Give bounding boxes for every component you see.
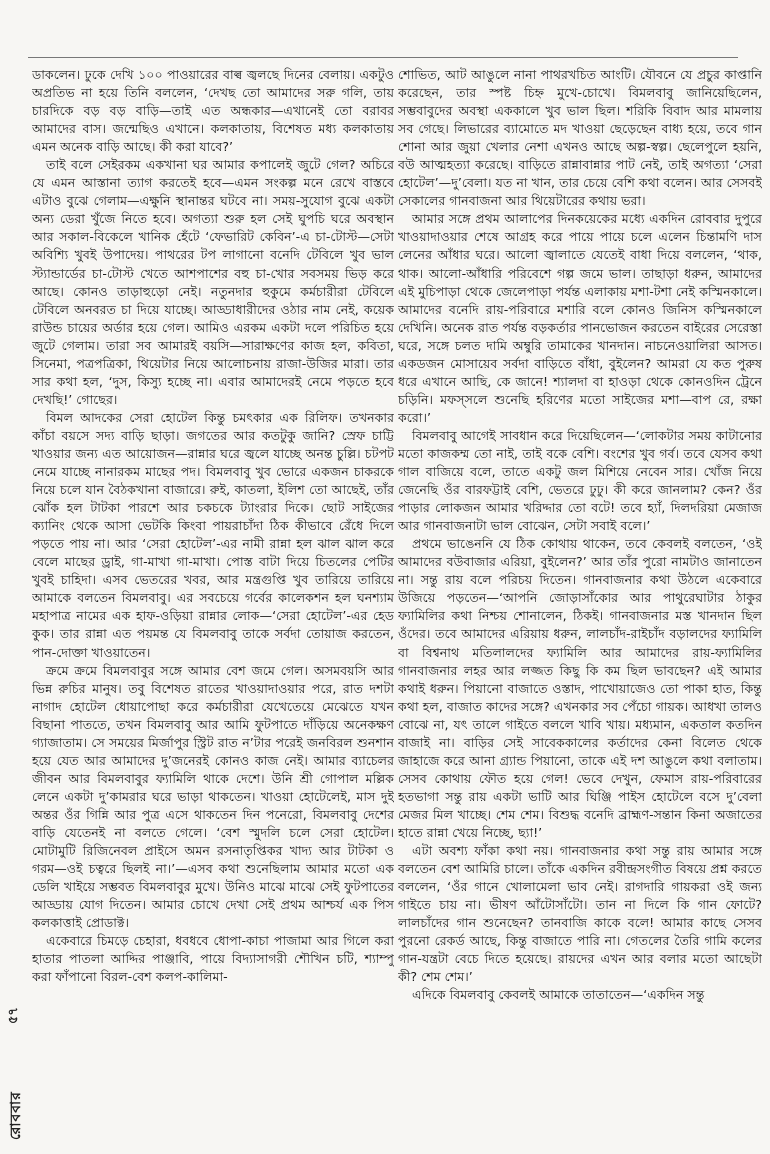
paragraph: বিমল আদকের সেরা হোটেল কিন্তু চমৎকার এক রিলিফ। তখনকার কাঁচা বয়সে সদ্য বাড়ি ছাড়া। জগতের আর কতটুকু জানি? স্রেফ চাট্টি খাওয়ার জন্য এত আয়োজন—রান্নার ঘরে জ্বলে যাচ্ছে অনন্ত চুল্লি। চটপট নেমে যাচ্ছে নানারকম মাছের পদ। বিমলবাবু খুব ভোরে একজন চাকরকে নিয়ে চলে যান বৈঠকখানা বাজারে। রুই, কাতলা, ইলিশ তো আছেই, তাঁর ঝোঁক হল টাটকা পারশে আর চকচকে ট্যাংরার দিকে। ছোট সাইজের ক্যানিং থেকে আসা ভেটকি কিংবা পায়রাচাঁদা ঠিক কীভাবে রেঁধে দিলে পড়তে পায় না। আর ‘সেরা হোটেল’-এর নামী রান্না হল ঝাল ঝাল করে বেলে মাছের ড্রাই, গা-মাখা গা-মাখা। পোস্ত বাটা দিয়ে চিতলের পেটির খুবই চাহিদা। এসব ভেতরের খবর, আর মন্ত্রগুপ্তি খুব তারিয়ে তারিয়ে আমাকে বলতেন বিমলবাবু। এর সবচেয়ে গর্বের কালেকশন হল ঘনশ্যাম মহাপাত্র নামের এক হাফ-ওড়িয়া রান্নার লোক—‘সেরা হোটেল’-এর হেড কুক। তার রান্না এত পয়মন্ত যে বিমলবাবু তাকে সর্বদা তোয়াজ করতেন, পান-দোক্তা খাওয়াতেন। — [32, 409, 394, 660]
paragraph: প্রথমে ভাঙেননি যে ঠিক কোথায় থাকেন, তবে কেবলই বলতেন, ‘ওই আমাদের বউবাজার এরিয়া, বুইলেন?’ আর তাঁর পুরো নামটাও জানাতেন না। সন্তু রায় বলে পরিচয় দিতেন। গানবাজনার কথা উঠলে একেবারে উজিয়ে পড়তেন—‘আপনি জোড়াসাঁকোর আর পাথুরেঘাটার ঠাকুর ফ্যামিলির কথা নিশ্চয় শোনালেন, ঠিকই। গানবাজনার মস্ত খানদান ছিল ওঁদের। তবে আমাদের এরিয়ায় ধরুন, লালচাঁদ-রাইচাঁদ বড়ালদের ফ্যামিলি বা বিশ্বনাথ মতিলালদের ফ্যামিলি আর আমাদের রায়-ফ্যামিলির গানবাজনার লহর আর লজ্জত কিছু কি কম ছিল ভাবছেন? এই আমার কথাই ধরুন। পিয়ানো বাজাতে ওস্তাদ, পাখোয়াজেও তো পাকা হাত, কিন্তু কথা হল, বাজাত কাদের সঙ্গে? এখনকার সব পেঁচো গায়ক। আধখা তালও বোঝে না, যৎ তালে গাইতে বললে খাবি খায়। মধ্যমান, একতাল কতদিন বাজাই না। বাড়ির সেই সাবেককালের কর্তাদের কেনা বিলেত থেকে জাহাজে করে আনা গ্র্যান্ড পিয়ানো, তাকে এই দশ আঙুলে কথা বলাতাম। সেসব কোথায় ফৌত হয়ে গেল! ভেবে দেখুন, ফেমাস রায়-পরিবারের হতভাগা সন্তু রায় একটা ভাটি আর ঘিঞ্জি পাইস হোটেলে বসে দু’বেলা মেজর মিল খাচ্ছে। শেম শেম। বিশুদ্ধ বনেদি ব্রাহ্মণ-সন্তান কিনা অজাতের হাতে রান্না খেয়ে নিচ্ছে, ছ্যা!’ — [398, 536, 762, 840]
page-number: ৫৭ — [6, 1007, 21, 1024]
left-column — [32, 66, 394, 1096]
right-column — [398, 66, 762, 1096]
top-rule — [28, 57, 738, 58]
magazine-name: রোববার — [8, 1091, 24, 1140]
paragraph: আমার সঙ্গে প্রথম আলাপের দিনকয়েকের মধ্যে একদিন রোববার দুপুরে খাওয়াদাওয়ার শেষে আগ্রহ করে পায়ে পায়ে চলে এলেন চিন্তামণি দাস লেনের আঁধার ঘরে। আলো জ্বালাতে যেতেই বাধা দিয়ে বললেন, ‘থাক, থাক। আলো-আঁধারি পরিবেশে গল্প জমে ভাল। তাছাড়া ধরুন, আমাদের এই মুচিপাড়া থেকে জেলেপাড়া পর্যন্ত এলাকায় মশা-টশা নেই কস্মিনকালে। আমাদের বনেদি রায়-পরিবারে মশারি বলে কোনও জিনিস কস্মিনকালে দেখিনি। অনেক রাত পর্যন্ত বড়কর্তার পানভোজন করতেন বাইরের সেরেস্তা ঘরে, সঙ্গে চলত দামি অম্বুরি তামাকের খানদান। নাচনেওয়ালিরা আসত। একডজন মোসায়েব সর্বদা বাড়িতে বাঁধা, বুইলেন? আমরা যে কত পুরুষ ধরে এখানে আছি, কে জানে! শ্যালদা বা হাওড়া থেকে কোনওদিন ট্রেনে চড়িনি। মফস্সলে শুনেছি হরিণের মতো সাইজের মশা—বাপ রে, রক্ষা করো।’ — [398, 211, 762, 425]
paragraph: একেবারে চিমড়ে চেহারা, ধবধবে ধোপা-কাচা পাজামা আর গিলে করা হাতার পাতলা আদ্দির পাঞ্জাবি, পায়ে বিদ্যাসাগরী শৌখিন চটি, শ্যাম্পু করা ফাঁপানো বিরল-বেশ কলপ-কালিমা- — [32, 933, 394, 985]
paragraph: ডাকলেন। ঢুকে দেখি ১০০ পাওয়ারের বাল্ব জ্বলছে দিনের বেলায়। একটুও অপ্রতিভ না হয়ে তিনি বললেন, ‘দেখছ তো আমাদের সরু গলি, তায় চারদিকে বড় বড় বাড়ি—তাই এত অন্ধকার—এখানেই তো বরাবর আমাদের বাস। জন্মেছিও এখানে। কলকাতায়, বিশেষত মধ্য কলকাতায় এমন অনেক বাড়ি আছে। কী করা যাবে?’ — [32, 67, 394, 155]
side-label — [2, 1000, 24, 1150]
paragraph: তাই বলে সেইরকম একখানা ঘর আমার কপালেই জুটে গেল? অচিরে যে এমন আস্তানা ত্যাগ করতেই হবে—এমন সংকল্প মনে রেখে বাস্তবে এটাও বুঝে গেলাম—এক্ষুনি স্থানান্তর ঘটবে না। সময়-সুযোগ বুঝে একটা অন্য ডেরা খুঁজে নিতে হবে। অগত্যা শুরু হল সেই ঘুপচি ঘরে অবস্থান আর সকাল-বিকেলে খানিক হেঁটে ‘ফেভারিট কেবিন’-এ চা-টোস্ট—সেটা অবিশ্যি খুবই উপাদেয়। পাথরের টপ লাগানো বনেদি টেবিলে খুব ভাল স্ট্যান্ডার্ডের চা-টোস্ট খেতে আশপাশের বহু চা-খোর সবসময় ভিড় করে আছে। কোনও তাড়াহুড়ো নেই। নতুনদার হুকুমে কর্মচারীরা টেবিলে টেবিলে অনবরত চা দিয়ে যাচ্ছে। আড্ডাধারীদের ওঠার নাম নেই, কয়েক রাউন্ড চায়ের অর্ডার হয়ে গেল। আমিও এরকম একটা দলে পরিচিত হয়ে জুটে গেলাম। তারা সব আমারই বয়সি—সারাক্ষণের কাজ হল, কবিতা, সিনেমা, পত্রপত্রিকা, থিয়েটার নিয়ে আলোচনায় রাজা-উজির মারা। তার সার কথা হল, ‘দুস, কিস্যু হচ্ছে না। এবার আমাদেরই নেমে পড়তে হবে দেখছি!’ গোছের। — [32, 157, 394, 407]
paragraph: এটা অবশ্য ফাঁকা কথা নয়। গানবাজনার কথা সন্তু রায় আমার সঙ্গে বলতেন বেশ আমিরি চালে। তাঁকে একদিন রবীন্দ্রসংগীত বিষয়ে প্রশ্ন করতে বললেন, ‘ওঁর গানে খোলামেলা ভাব নেই। রাগদারি গায়করা ওই জন্য গাইতে চায় না। ভীষণ আঁটোসাঁটো। তান না দিলে কি গান ফোটে? লালচাঁদের গান শুনেছেন? তানবাজি কাকে বলে! আমার কাছে সেসব পুরনো রেকর্ড আছে, কিন্তু বাজাতে পারি না। গেতলের তৈরি গামি কলের গান-যন্ত্রটা বেচে দিতে হয়েছে। রায়দের এখন আর বলার মতো আছেটা কী? শেম শেম।’ — [398, 843, 762, 985]
paragraph: এদিকে বিমলবাবু কেবলই আমাকে তাতাতেন—‘একদিন সন্তু — [412, 987, 705, 1003]
paragraph: বিমলবাবু আগেই সাবধান করে দিয়েছিলেন—‘লোকটার সময় কাটানোর মতো কাজকম্ম তো নাই, তাই বকে বেশি। বংশের খুব গর্ব। তবে যেসব কথা গাল বাজিয়ে বলে, তাতে একটু জল মিশিয়ে নেবেন সার। খোঁজ নিয়ে জেনেছি ওঁর বারফট্টাই বেশি, ভেতরে ঢুঢু। কী করে জানলাম? কেন? ওঁর পাড়ার লোকজন আমার খরিদ্দার তো বটে! তবে হ্যাঁ, দিলদরিয়া মেজাজ আর গানবাজনাটা ভাল বোঝেন, সেটা সবাই বলে।’ — [398, 427, 762, 534]
paragraph: শোভিত, আট আঙুলে নানা পাথরখচিত আংটি। যৌবনে যে প্রচুর কাপ্তানি করেছেন, তার স্পষ্ট চিহ্ন মুখে-চোখে। বিমলবাবু জানিয়েছিলেন, সম্ভবাবুদের অবস্থা এককালে খুব ভাল ছিল। শরিকি বিবাদ আর মামলায় সব গেছে। লিভারের ব্যামোতে মদ খাওয়া ছেড়েছেন বাধ্য হয়ে, তবে গান শোনা আর জুয়া খেলার নেশা এখনও আছে অল্প-স্বল্প। ছেলেপুলে হয়নি, বউ আত্মহত্যা করেছে। বাড়িতে রান্নাবান্নার পাট নেই, তাই অগত্যা ‘সেরা হোটেল’—দু’বেলা। যত না খান, তার চেয়ে বেশি কথা বলেন। আর সেসবই সেকালের গানবাজনা আর থিয়েটারের কথায় ভরা। — [398, 67, 762, 209]
paragraph: ক্রমে ক্রমে বিমলবাবুর সঙ্গে আমার বেশ জমে গেল। অসমবয়সি আর ভিন্ন রুচির মানুষ। তবু বিশেষত রাতের খাওয়াদাওয়ার পরে, রাত দশটা নাগাদ হোটেল ধোয়াপোছা করে কর্মচারীরা যেখেতেয়ে মেঝেতে যখন বিছানা পাততে, তখন বিমলবাবু আর আমি ফুটপাতে দাঁড়িয়ে অনেকক্ষণ গ্যাজাতাম। সে সময়ের মির্জাপুর স্ট্রিট রাত ন’টার পরেই জনবিরল শুনশান হয়ে যেত আর আমাদের দু’জনেরই কোনও কাজ নেই। আমার ব্যাচেলর জীবন আর বিমলবাবুর ফ্যামিলি থাকে দেশে। উনি শ্রী গোপাল মল্লিক লেনে একটা দু’কামরার ঘরে ভাড়া থাকতেন। খাওয়া হোটেলেই, মাস দুই অন্তর ওঁর গিন্নি আর পুত্র এসে থাকতেন দিন পনেরো, বিমলবাবু দেশের বাড়ি যেতেনই না বলতে গেলে। ‘বেশ স্মুদলি চলে সেরা হোটেল। মোটামুটি রিজিনেবল প্রাইসে অমন রসনাতৃপ্তিকর খাদ্য আর টাটকা ও গরম—ওই চত্বরে ছিলই না।’—এসব কথা শুনেছিলাম আমার মতো এক ডেলি খাইয়ে সম্ভবত বিমলবাবুর মুখে। উনিও মাঝে মাঝে সেই ফুটপাতের আড্ডায় যোগ দিতেন। আমার চোখে দেখা সেই প্রথম আশ্চর্য এক পিস কলকাত্তাই প্রোডাক্ট। — [32, 662, 394, 931]
